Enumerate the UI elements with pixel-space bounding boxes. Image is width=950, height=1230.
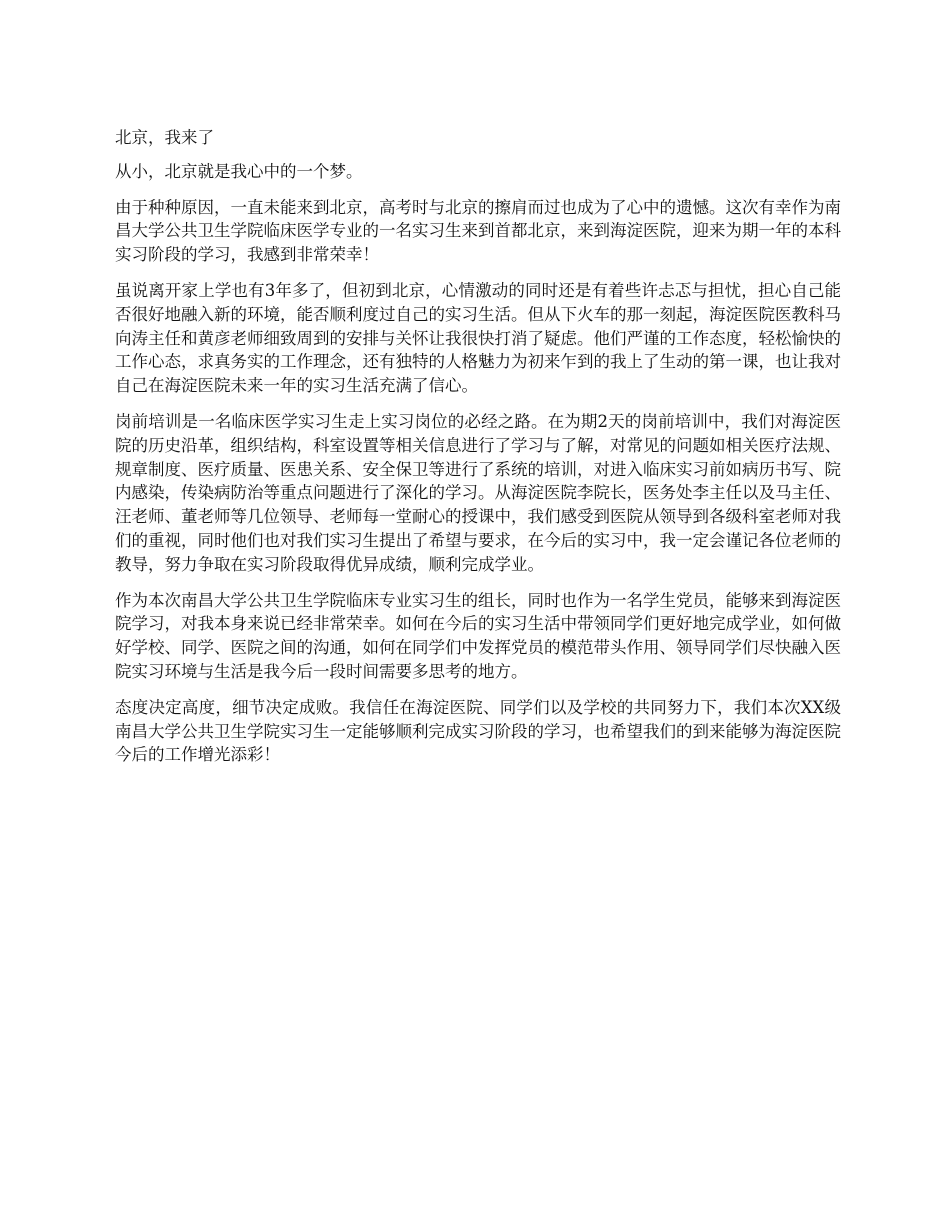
document-body: [115, 126, 841, 779]
paragraph-2: 由于种种原因，一直未能来到北京，高考时与北京的擦肩而过也成为了心中的遗憾。这次有幸作为南昌大学公共卫生学院临床医学专业的一名实习生来到首都北京，来到海淀医院，迎来为期一年的本科实习阶段的学习，我感到非常荣幸！: [115, 197, 841, 265]
document-title: 北京，我来了: [115, 128, 214, 147]
paragraph-5: 作为本次南昌大学公共卫生学院临床专业实习生的组长，同时也作为一名学生党员，能够来到海淀医院学习，对我本身来说已经非常荣幸。如何在今后的实习生活中带领同学们更好地完成学业，如何做好学校、同学、医院之间的沟通，如何在同学们中发挥党员的模范带头作用、领导同学们尽快融入医院实习环境与生活是我今后一段时间需要多思考的地方。: [115, 590, 841, 681]
paragraph-4: 岗前培训是一名临床医学实习生走上实习岗位的必经之路。在为期2天的岗前培训中，我们对海淀医院的历史沿革，组织结构，科室设置等相关信息进行了学习与了解，对常见的问题如相关医疗法规、规章制度、医疗质量、医患关系、安全保卫等进行了系统的培训，对进入临床实习前如病历书写、院内感染，传染病防治等重点问题进行了深化的学习。从海淀医院李院长，医务处李主任以及马主任、汪老师、董老师等几位领导、老师每一堂耐心的授课中，我们感受到医院从领导到各级科室老师对我们的重视，同时他们也对我们实习生提出了希望与要求，在今后的实习中，我一定会谨记各位老师的教导，努力争取在实习阶段取得优异成绩，顺利完成学业。: [115, 411, 841, 574]
paragraph-1: 从小，北京就是我心中的一个梦。: [115, 161, 363, 181]
paragraph-3: 虽说离开家上学也有3年多了，但初到北京，心情激动的同时还是有着些许忐忑与担忧，担心自己能否很好地融入新的环境，能否顺利度过自己的实习生活。但从下火车的那一刻起，海淀医院医教科马向涛主任和黄彦老师细致周到的安排与关怀让我很快打消了疑虑。他们严谨的工作态度，轻松愉快的工作心态，求真务实的工作理念，还有独特的人格魅力为初来乍到的我上了生动的第一课，也让我对自己在海淀医院未来一年的实习生活充满了信心。: [115, 280, 841, 396]
paragraph-6: 态度决定高度，细节决定成败。我信任在海淀医院、同学们以及学校的共同努力下，我们本次XX级南昌大学公共卫生学院实习生一定能够顺利完成实习阶段的学习，也希望我们的到来能够为海淀医院今后的工作增光添彩！: [115, 697, 841, 765]
